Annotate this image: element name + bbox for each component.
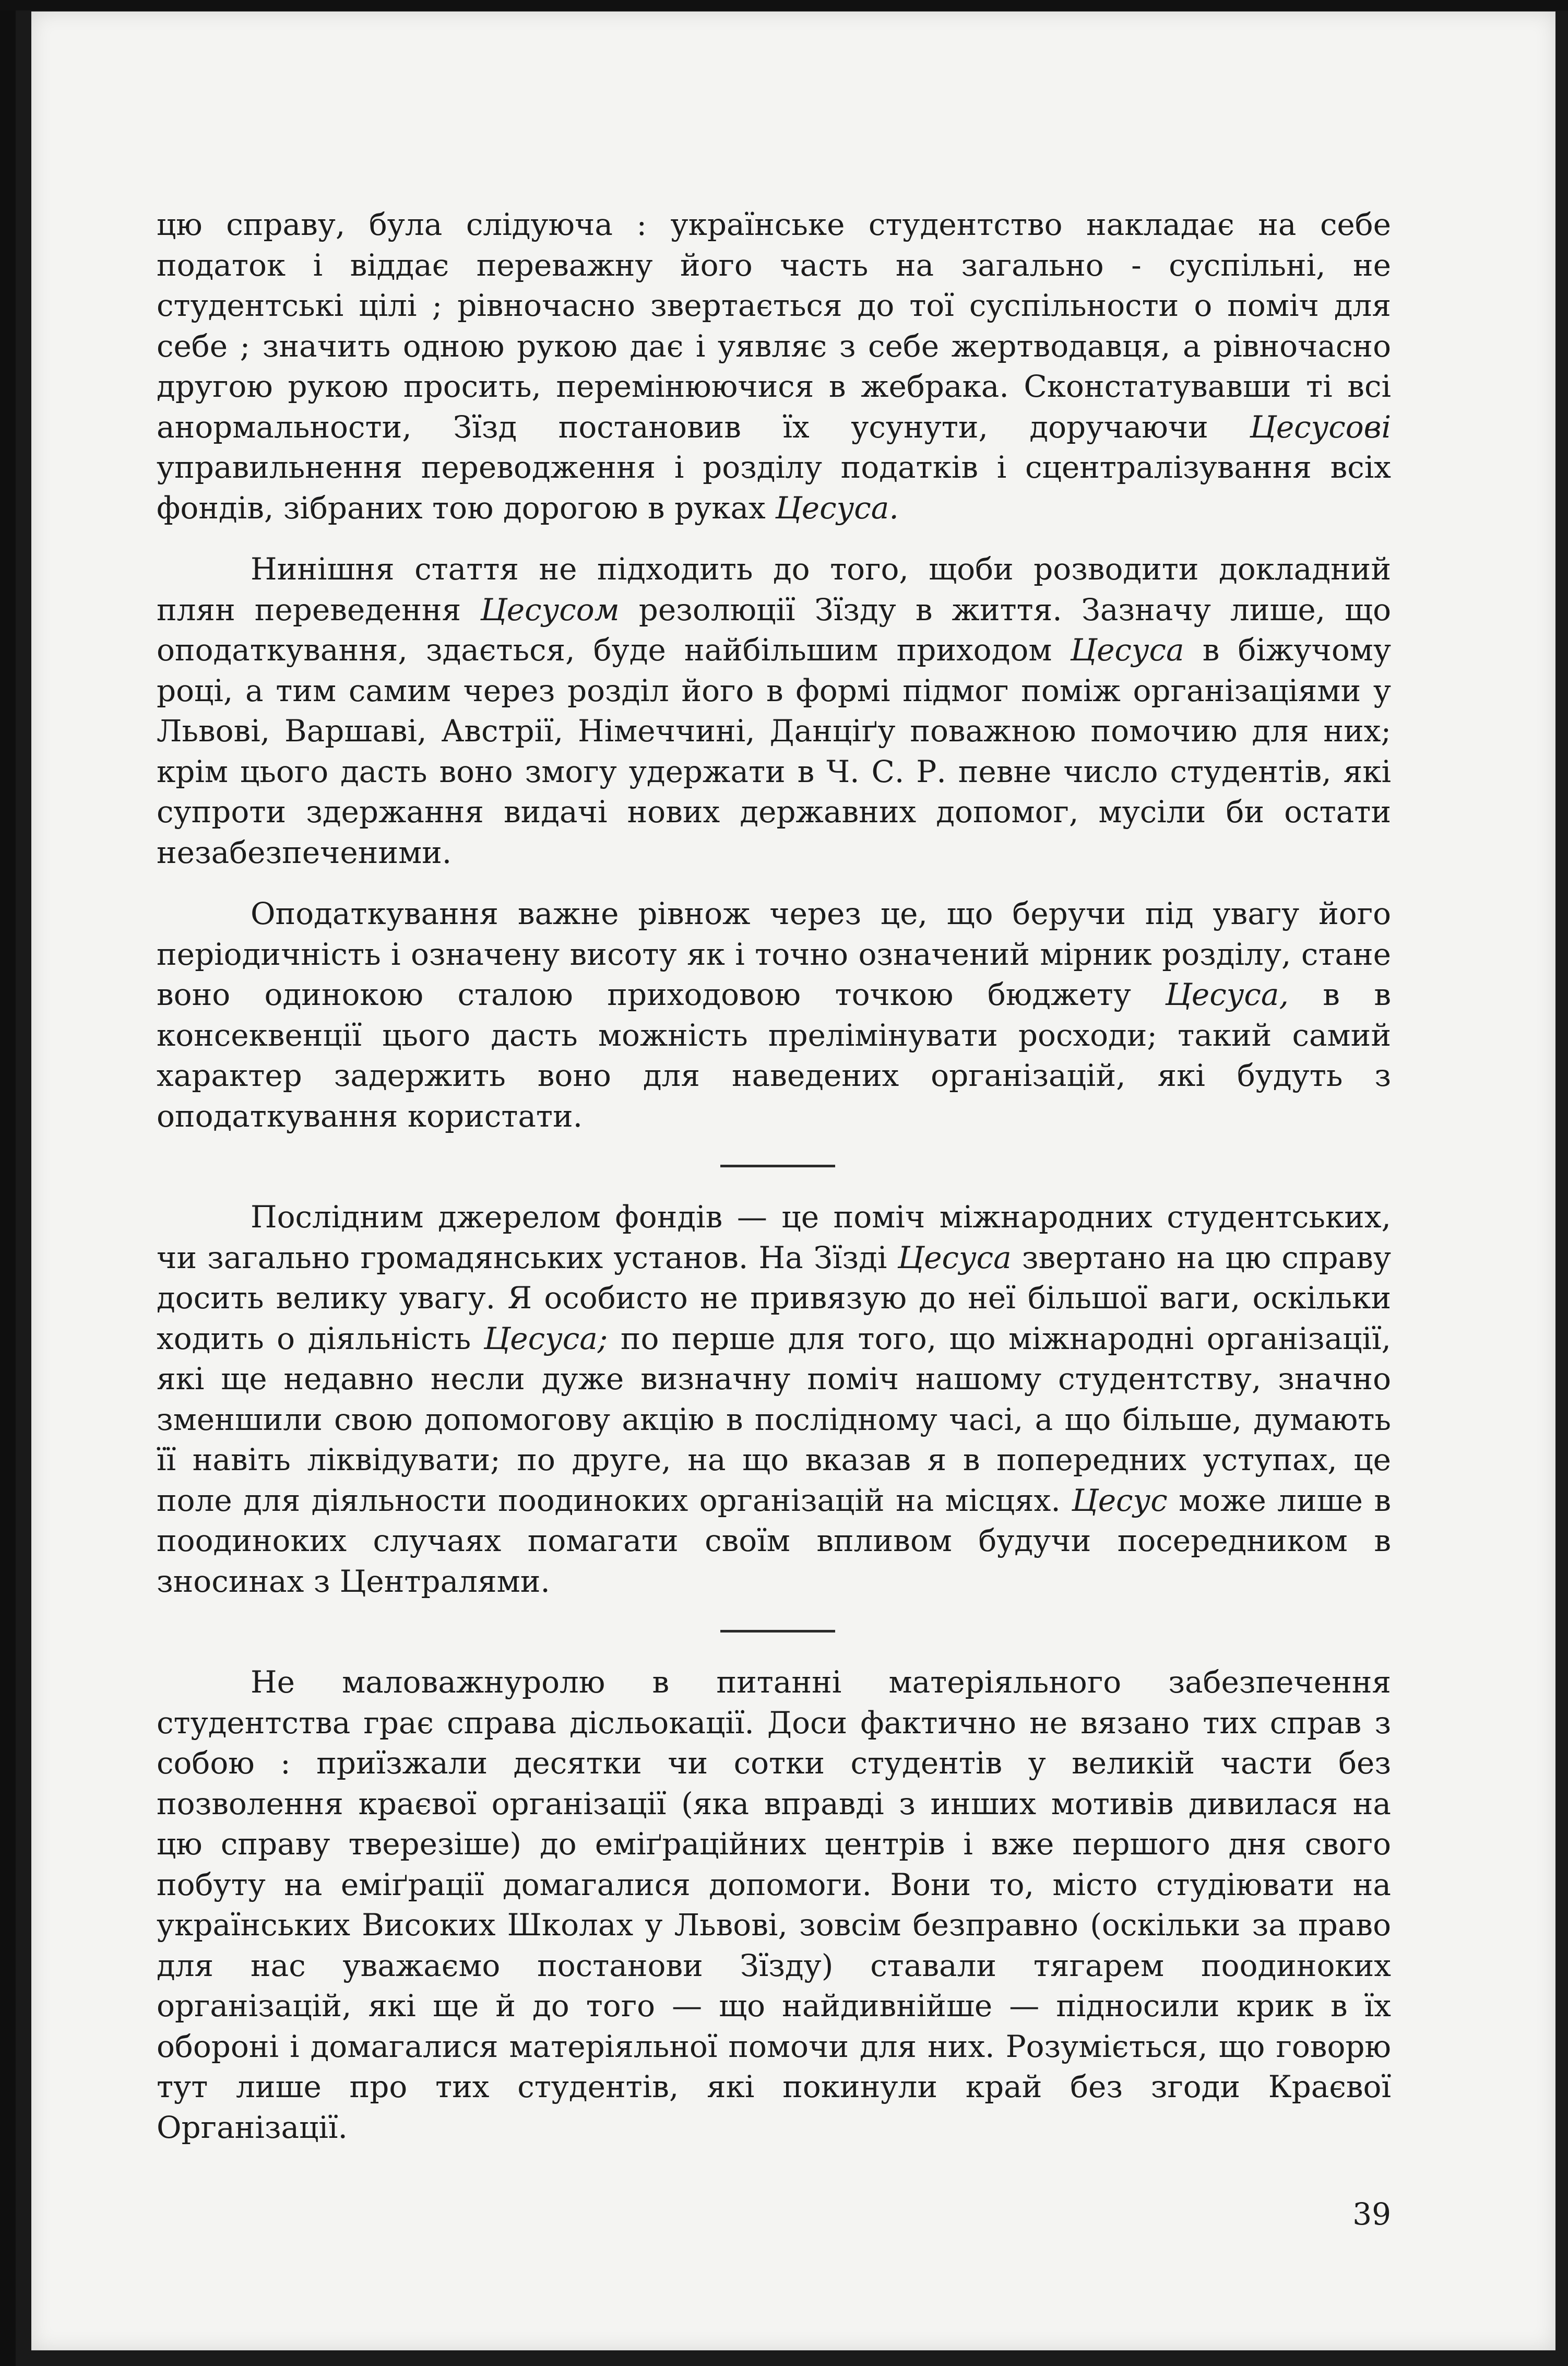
paragraph-gap [157, 873, 1391, 894]
section-divider-1 [157, 1137, 1391, 1197]
paragraph-5-text-1: Не маловажнуролю в питанні матеріяльного забезпечення студентства грає справа дісльокації. Доси фактично не вязано тих справ з собою : приїзжали десятки чи сотки студентів у великій части без позволення краєвої організації (яка вправді з инших мотивів дивилася на цю справу тверезіше) до еміґраційних центрів і вже першого дня свого побуту на еміґрації домагалися допомоги. Вони то, місто студіювати на українських Високих Школах у Львові, зовсім безправно (оскільки за право для нас уважаємо постанови Зїзду) ставали тягарем поодиноких організацій, які ще й до того — що найдивнійше — підносили крик в їх обороні і домагалися матеріяльної помочи для них. Розуміється, що говорю тут лише про тих студентів, які покинули край без згоди Краєвої Організації. [157, 1664, 1391, 2145]
paragraph-3-italic-cesusa: Цесуса, [1165, 977, 1289, 1012]
scan-edge-top [0, 0, 1568, 10]
paragraph-4-text-3: по перше для того, що міжнародні організації, які ще недавно несли дуже визначну поміч нашому студентству, значно зменшили свою допомогову акцію в послідному часі, а що більше, думають її навіть ліквідувати; по друге, на що вказав я в попередних уступах, це поле для діяльности поодиноких організацій на місцях. [157, 1320, 1391, 1518]
page-text [157, 205, 1391, 2148]
paragraph-3-text-2: в в консеквенції цього дасть можність прелімінувати росходи; такий самий характер задержить воно для наведених організацій, які будуть з оподаткування користати. [157, 977, 1391, 1134]
paragraph-1-italic-cesusovi: Цесусові [1250, 409, 1391, 445]
book-page [31, 11, 1555, 2350]
paragraph-1-text-2: управильнення переводження і розділу податків і сцентралізування всіх фондів, зібраних тою дорогою в руках [157, 449, 1391, 526]
paragraph-3-text-1: Оподаткування важне рівнож через це, що беручи під увагу його періодичність і означену висоту як і точно означений мірник розділу, стане воно одинокою сталою приходовою точкою бюджету [157, 896, 1391, 1012]
divider-line [720, 1630, 835, 1632]
paragraph-2 [157, 549, 1391, 873]
paragraph-2-italic-cesusom: Цесусом [480, 592, 620, 628]
paragraph-gap [157, 528, 1391, 549]
paragraph-2-italic-cesusa: Цесуса [1070, 632, 1184, 668]
paragraph-4-italic-cesusa: Цесуса [897, 1239, 1012, 1275]
paragraph-1 [157, 205, 1391, 528]
paragraph-4-italic-cesusa-2: Цесуса; [483, 1320, 608, 1356]
paragraph-4-text-2: звертано на цю справу досить велику увагу. Я особисто не привязую до неї більшої ваги, оскільки ходить о діяльність [157, 1239, 1392, 1356]
paragraph-2-text-3: в біжучому році, а тим самим через розділ його в формі підмог поміж організаціями у Львові, Варшаві, Австрії, Німеччині, Данціґу поважною помочию для них; крім цього дасть воно змогу удержати в Ч. С. Р. певне число студентів, які супроти здержання видачі нових державних допомог, мусіли би остати незабезпеченими. [157, 632, 1392, 870]
paragraph-4-text-4: може лише в поодиноких случаях помагати своїм впливом будучи посередником в зносинах з Централями. [157, 1482, 1391, 1599]
paragraph-1-text-1: цю справу, була слідуюча : українське студентство накладає на себе податок і віддає переважну його часть на загально - суспільні, не студентські цілі ; рівночасно звертається до тої суспільности о поміч для себе ; значить одною рукою дає і уявляє з себе жертводавця, а рівночасно другою рукою просить, перемінюючися в жебрака. Сконстатувавши ті всі анормальности, Зїзд постановив їх усунути, доручаючи [157, 207, 1391, 445]
section-divider-2 [157, 1602, 1391, 1662]
scan-edge-left [0, 0, 16, 2366]
paragraph-4-text-1: Послідним джерелом фондів — це поміч міжнародних студентських, чи загально громадянських установ. На Зїзді [157, 1199, 1391, 1275]
paragraph-4 [157, 1197, 1391, 1602]
paragraph-2-text-1: Нинішня стаття не підходить до того, щоби розводити докладний плян переведення [157, 551, 1391, 628]
page-number: 39 [1352, 2196, 1391, 2232]
paragraph-1-italic-cesusa: Цесуса. [775, 490, 899, 526]
paragraph-5 [157, 1662, 1391, 2148]
divider-line [720, 1165, 835, 1167]
paragraph-3 [157, 894, 1391, 1137]
paragraph-2-text-2: резолюції Зїзду в життя. Зазначу лише, що оподаткування, здається, буде найбільшим приходом [157, 592, 1391, 668]
paragraph-4-italic-cesus: Цесус [1072, 1482, 1168, 1518]
